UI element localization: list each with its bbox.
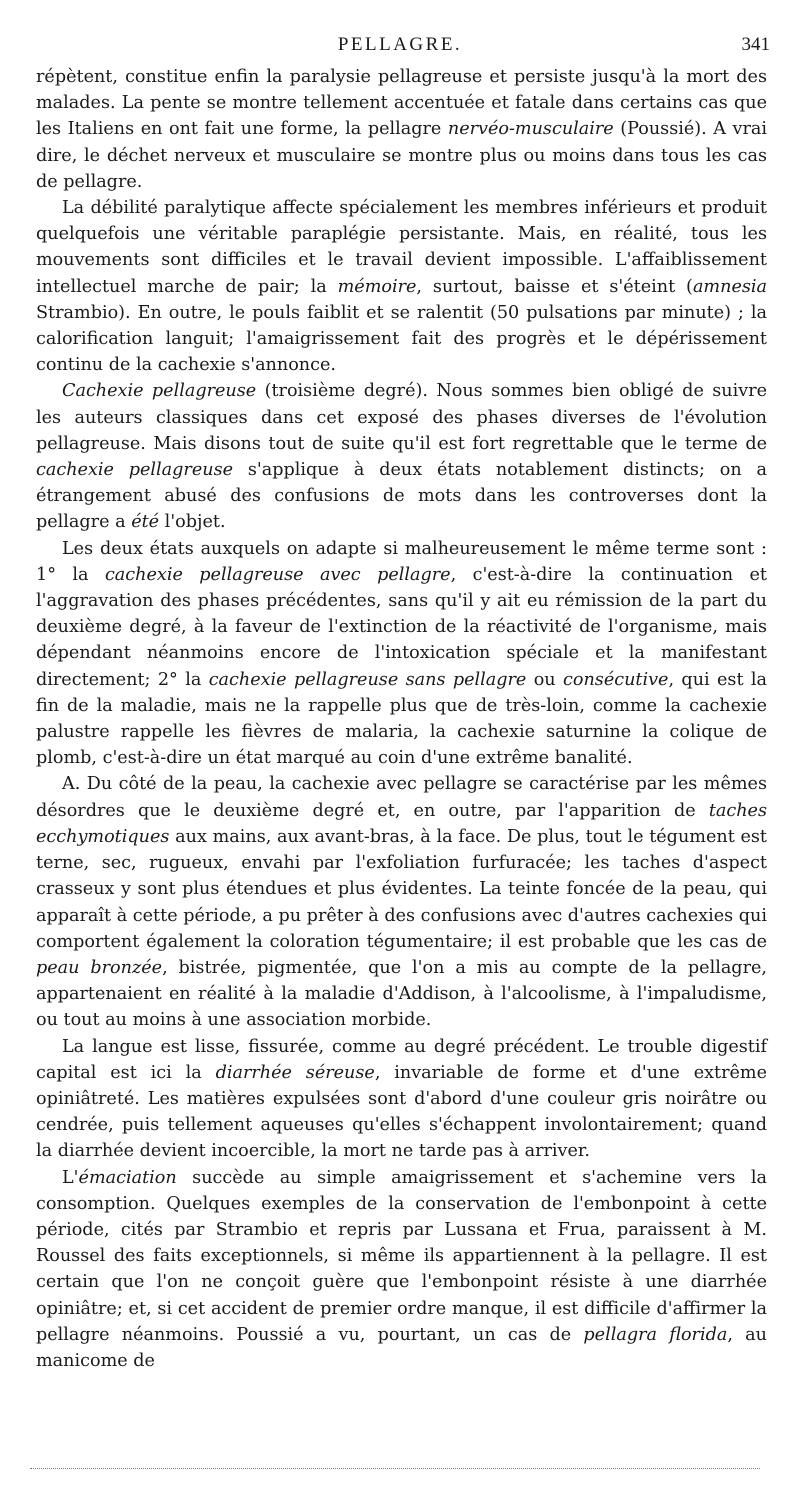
- paragraph: [36, 771, 767, 1033]
- body-text: [36, 64, 767, 1374]
- paragraph: [36, 536, 767, 772]
- italic-term: pellagra florida: [583, 1324, 728, 1345]
- paragraph: [36, 64, 767, 195]
- paragraph: [36, 1165, 767, 1375]
- text-run: ou: [526, 669, 564, 690]
- paragraph: [36, 378, 767, 535]
- text-run: , invariable de forme et d'une extrême opiniâtreté. Les matières expulsées sont d'abord d'une couleur gris noirâtre ou cendrée, puis tellement aqueuses qu'elles s'échappent involontairement; quand la diarrhée devient incoercible, la mort ne tarde pas à arriver.: [36, 1062, 768, 1162]
- italic-term: Cachexie pellagreuse: [62, 381, 257, 402]
- text-run: L': [62, 1167, 79, 1188]
- text-run: , surtout, baisse et s'éteint (: [416, 276, 693, 297]
- italic-term: été: [131, 512, 160, 533]
- page-number: 341: [741, 34, 770, 55]
- italic-term: cachexie pellagreuse sans pellagre: [208, 669, 527, 690]
- paragraph: [36, 1034, 767, 1165]
- text-run: La langue est lisse, fissurée, comme au degré précédent. Le trouble digestif capital est ici la: [36, 1036, 767, 1083]
- italic-term: nervéo-musculaire: [447, 119, 614, 140]
- italic-term: consécutive: [563, 669, 669, 690]
- footer-dotted-rule: [30, 1468, 760, 1469]
- text-run: , bistrée, pigmentée, que l'on a mis au compte de la pellagre, appartenaient en réalité à la maladie d'Addison, à l'alcoolisme, à l'impaludisme, ou tout au moins à une association morbide.: [36, 957, 767, 1031]
- italic-term: diarrhée séreuse: [215, 1062, 375, 1083]
- italic-term: amnesia: [692, 276, 767, 297]
- text-run: (troisième degré). Nous sommes bien obligé de suivre les auteurs classiques dans cet exposé des phases diverses de l'évolution pellagreuse. Mais disons tout de suite qu'il est fort regrettable que le terme de: [36, 381, 768, 454]
- italic-term: taches ecchymotiques: [36, 800, 767, 847]
- text-run: succède au simple amaigrissement et s'achemine vers la consomption. Quelques exemples de la conservation de l'embonpoint à cette période, cités par Strambio et repris par Lussana et Frua, paraissent à M. Roussel des faits exceptionnels, si même ils appartiennent à la pellagre. Il est certain que l'on ne conçoit guère que l'embonpoint résiste à une diarrhée opiniâtre; et, si cet accident de premier ordre manque, il est difficile d'affirmer la pellagre néanmoins. Poussié a vu, pourtant, un cas de: [36, 1167, 767, 1345]
- text-run: , qui est la fin de la maladie, mais ne la rappelle plus que de très-loin, comme la cachexie palustre rappelle les fièvres de malaria, la cachexie saturnine la colique de plomb, c'est-à-dire un état marqué au coin d'une extrême banalité.: [36, 669, 768, 769]
- italic-term: mémoire: [337, 276, 417, 297]
- italic-term: cachexie pellagreuse: [36, 460, 234, 481]
- text-run: s'applique à deux états notablement distincts; on a étrangement abusé des confusions de mots dans les controverses dont la pellagre a: [36, 460, 767, 533]
- text-run: , c'est-à-dire la continuation et l'aggravation des phases précédentes, sans qu'il y ait eu rémission de la part du deuxième degré, à la faveur de l'extinction de la réactivité de l'organisme, mais dépendant néanmoins encore de l'intoxication spéciale et la manifestant directement; 2° la: [36, 564, 767, 690]
- page-header: [0, 28, 800, 58]
- text-run: La débilité paralytique affecte spécialement les membres inférieurs et produit quelquefois une véritable paraplégie persistante. Mais, en réalité, tous les mouvements sont difficiles et le travail devient impossible. L'affaiblissement intellectuel marche de pair; la: [36, 198, 767, 297]
- text-run: A. Du côté de la peau, la cachexie avec pellagre se caractérise par les mêmes désordres que le deuxième degré et, en outre, par l'apparition de: [36, 774, 767, 821]
- paragraph: [36, 195, 767, 378]
- italic-term: émaciation: [78, 1167, 177, 1188]
- text-run: répètent, constitue enfin la paralysie pellagreuse et persiste jusqu'à la mort des malades. La pente se montre tellement accentuée et fatale dans certains cas que les Italiens en ont fait une forme, la pellagre: [36, 67, 767, 140]
- text-run: Les deux états auxquels on adapte si malheureusement le même terme sont : 1° la: [36, 538, 767, 585]
- text-run: aux mains, aux avant-bras, à la face. De plus, tout le tégument est terne, sec, rugueux, envahi par l'exfoliation furfuracée; les taches d'aspect crasseux y sont plus étendues et plus évidentes. La teinte foncée de la peau, qui apparaît à cette période, a pu prêter à des confusions avec d'autres cachexies qui comportent également la coloration tégumentaire; il est probable que les cas de: [36, 826, 767, 952]
- text-run: l'objet.: [159, 512, 226, 533]
- italic-term: cachexie pellagreuse avec pellagre: [104, 564, 451, 585]
- text-run: (Poussié). A vrai dire, le déchet nerveux et musculaire se montre plus ou moins dans tous les cas de pellagre.: [36, 119, 768, 192]
- running-title: PELLAGRE.: [337, 34, 463, 55]
- text-run: , au manicome de: [36, 1324, 767, 1371]
- italic-term: peau bronzée: [36, 957, 163, 978]
- text-run: Strambio). En outre, le pouls faiblit et se ralentit (50 pulsations par minute) ; la calorification languit; l'amaigrissement fait des progrès et le dépérissement continu de la cachexie s'annonce.: [36, 302, 767, 376]
